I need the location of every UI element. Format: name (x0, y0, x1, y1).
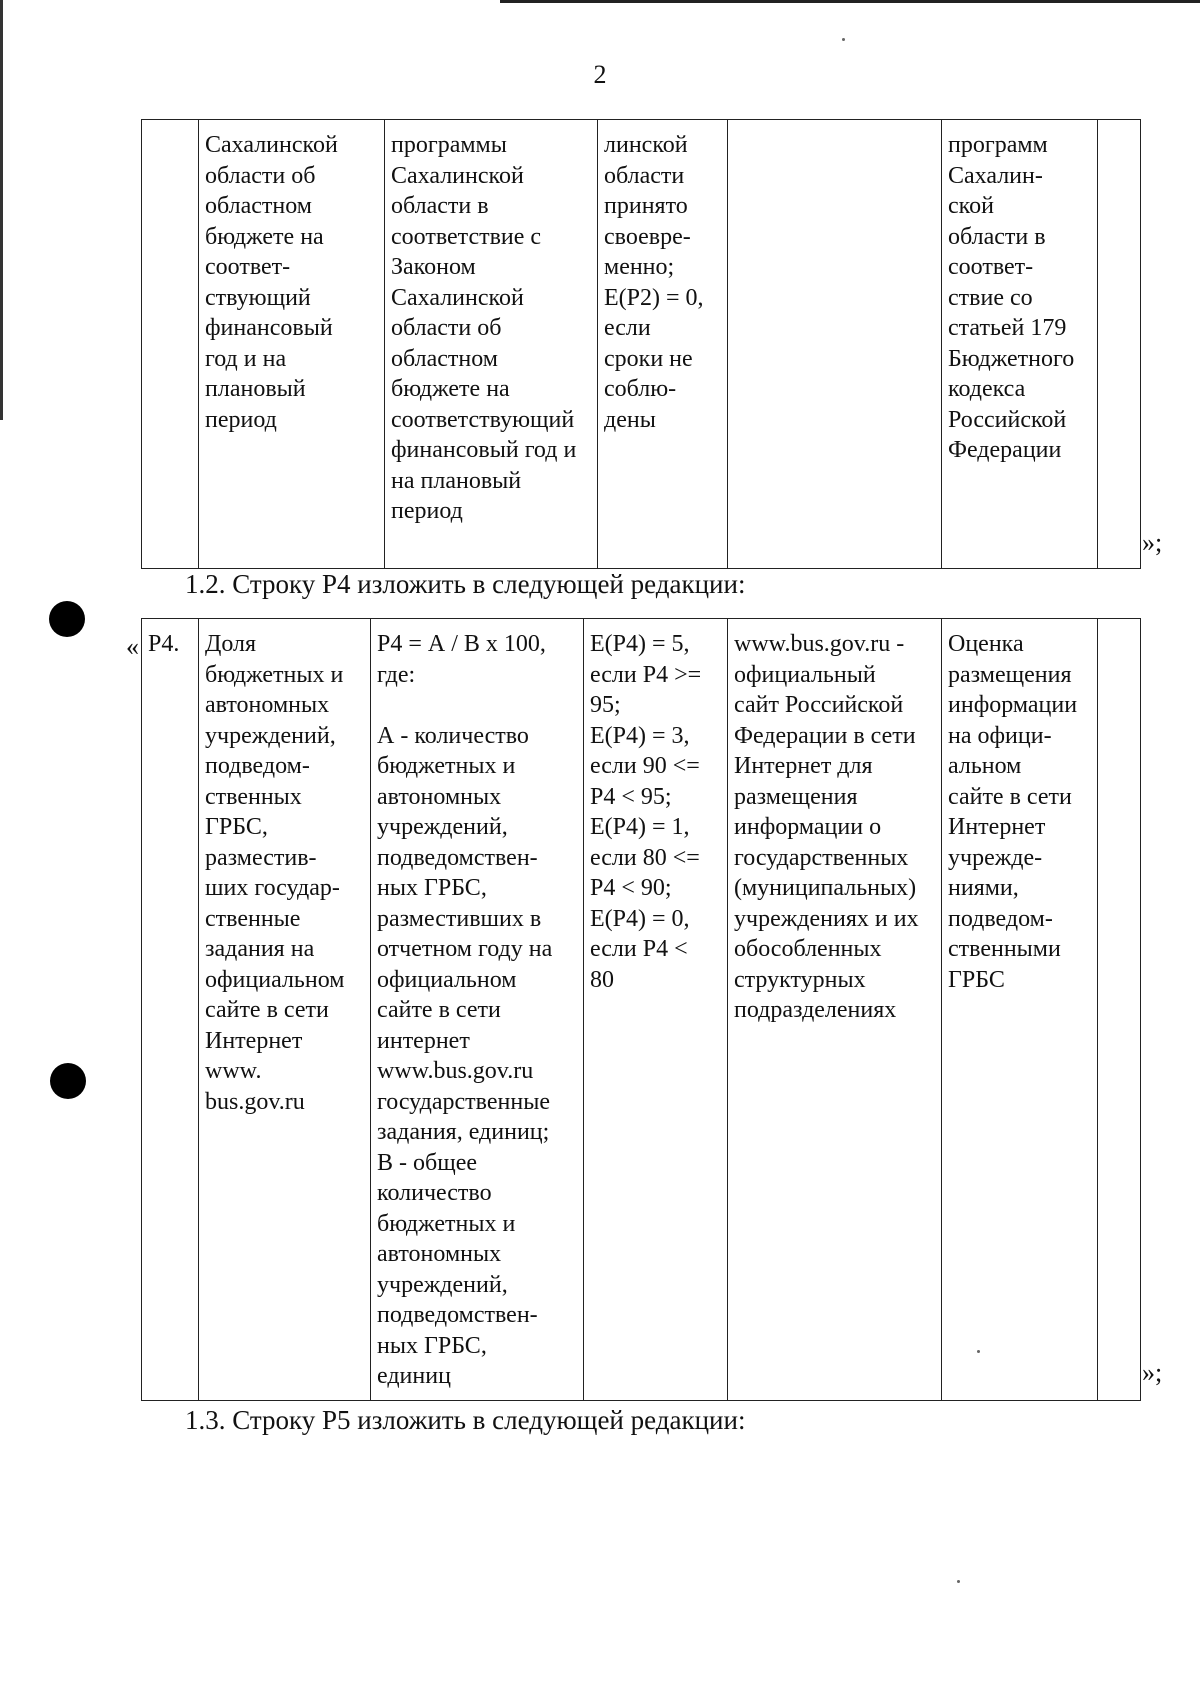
table-p4 (141, 618, 1141, 1401)
table-cell-source (728, 120, 942, 569)
table-cell-formula: Р4 = А / В х 100, где: А - количество бюджетных и автономных учреждений, подведомствен- ных ГРБС, разместивших в отчетном году на официальном сайте в сети интернет www.bus.gov.ru государственные задания, единиц; В - общее количество бюджетных и автономных учреждений, подведомствен- ных ГРБС, единиц (371, 619, 584, 1401)
table-cell-extra (1098, 619, 1141, 1401)
table-cell-source: www.bus.gov.ru - официальный сайт Российской Федерации в сети Интернет для размещения информации о государственных (муниципальных) учреждениях и их обособленных структурных подразделениях (728, 619, 942, 1401)
paragraph-1-3: 1.3. Строку Р5 изложить в следующей редакции: (185, 1405, 746, 1435)
closing-quote: »; (1142, 1358, 1163, 1387)
table-cell-comment: Оценка размещения информации на офици- альном сайте в сети Интернет учрежде- ниями, подведом- ственными ГРБС (942, 619, 1098, 1401)
scan-speck (842, 38, 845, 41)
scan-speck (957, 1580, 960, 1583)
table-row (142, 619, 1141, 1401)
table-cell-score: линской области принято своевре- менно; E(P2) = 0, если сроки не соблю- дены (598, 120, 728, 569)
closing-quote: »; (1142, 528, 1163, 557)
table-cell-formula: программы Сахалинской области в соответствие с Законом Сахалинской области об областном бюджете на соответствующий финансовый год и на плановый период (385, 120, 598, 569)
table-row (142, 120, 1141, 569)
table-cell-number: Р4. (142, 619, 199, 1401)
table-cell-name: Сахалинской области об областном бюджете на соответ- ствующий финансовый год и на плановый период (199, 120, 385, 569)
table-continuation (141, 119, 1141, 569)
punch-hole (50, 1063, 86, 1099)
table-cell-number (142, 120, 199, 569)
punch-hole (49, 601, 85, 637)
page-number: 2 (593, 60, 607, 89)
table-cell-extra (1098, 120, 1141, 569)
paragraph-1-2: 1.2. Строку Р4 изложить в следующей редакции: (185, 569, 746, 599)
top-edge-rule (500, 0, 1200, 3)
table-cell-score: E(P4) = 5, если Р4 >= 95; E(P4) = 3, если 90 <= Р4 < 95; E(P4) = 1, если 80 <= Р4 < 90; E(P4) = 0, если Р4 < 80 (584, 619, 728, 1401)
table-cell-name: Доля бюджетных и автономных учреждений, подведом- ственных ГРБС, разместив- ших государ- ственные задания на официальном сайте в сети Интернет www. bus.gov.ru (199, 619, 371, 1401)
scan-speck (977, 1350, 980, 1353)
table-cell-comment: программ Сахалин- ской области в соответ- ствие со статьей 179 Бюджетного кодекса Российской Федерации (942, 120, 1098, 569)
opening-quote: « (126, 632, 139, 661)
